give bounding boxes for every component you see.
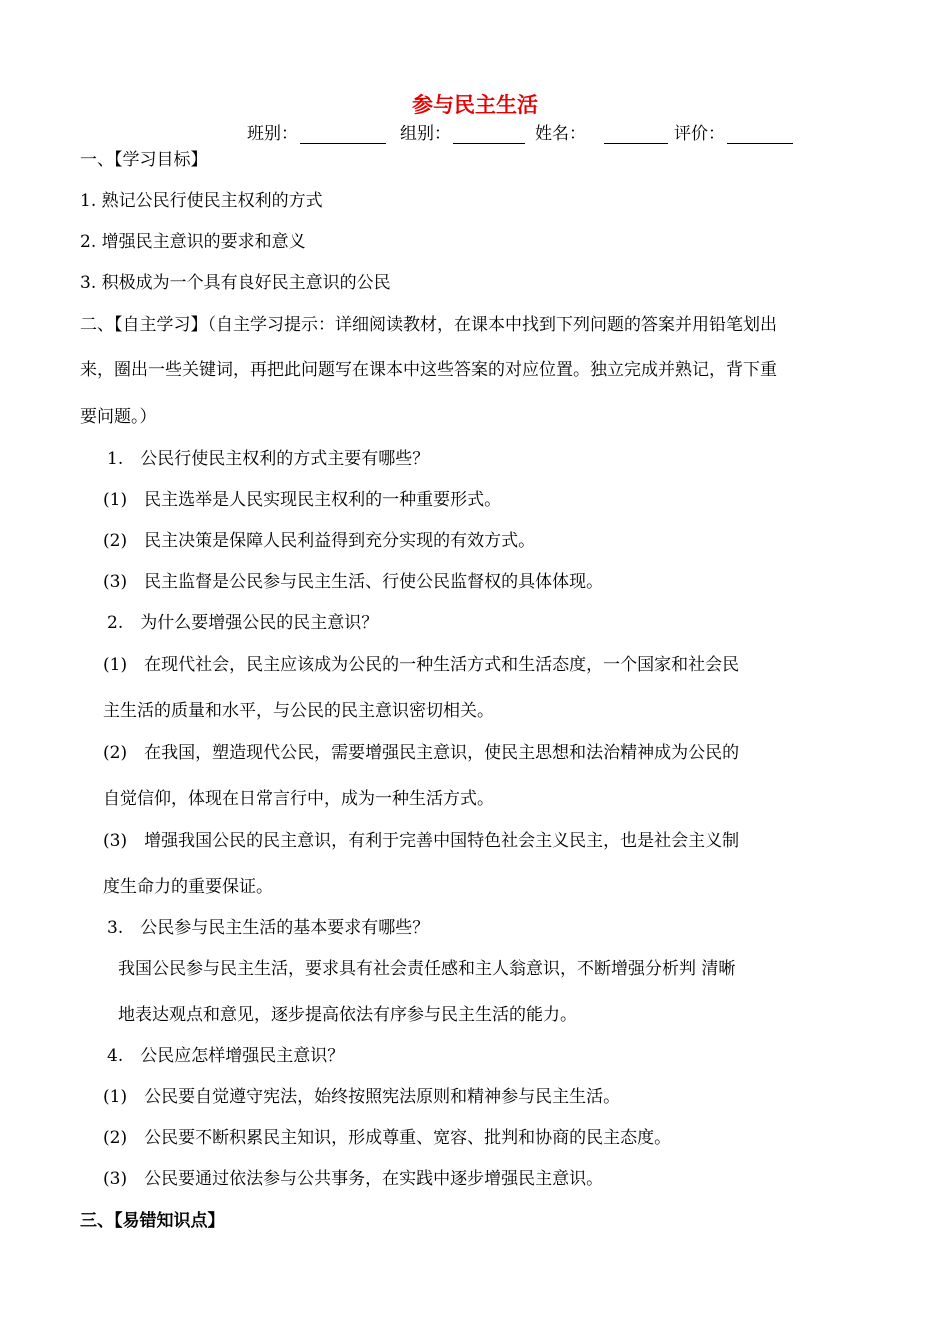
eval-blank[interactable] bbox=[727, 127, 793, 144]
question-4: 4. 公民应怎样增强民主意识？ bbox=[107, 1046, 345, 1066]
answer-item: 度生命力的重要保证。 bbox=[103, 877, 273, 897]
question-3: 3. 公民参与民主生活的基本要求有哪些？ bbox=[107, 918, 430, 938]
answer-item: 自觉信仰，体现在日常言行中，成为一种生活方式。 bbox=[103, 789, 494, 809]
goal-item: 3. 积极成为一个具有良好民主意识的公民 bbox=[80, 273, 391, 293]
section-heading-self-study: 二、【自主学习】（自主学习提示：详细阅读教材，在课本中找到下列问题的答案并用铅笔划出 bbox=[80, 315, 777, 335]
answer-item: (2) 公民要不断积累民主知识，形成尊重、宽容、批判和协商的民主态度。 bbox=[103, 1128, 672, 1148]
self-study-hint-line: 来，圈出一些关键词，再把此问题写在课本中这些答案的对应位置。独立完成并熟记，背下重 bbox=[80, 360, 777, 380]
goal-item: 1. 熟记公民行使民主权利的方式 bbox=[80, 191, 323, 211]
class-label: 班别： bbox=[247, 124, 298, 144]
self-study-hint-line: 要问题。） bbox=[80, 407, 157, 427]
goal-item: 2. 增强民主意识的要求和意义 bbox=[80, 232, 306, 252]
answer-item: (2) 在我国，塑造现代公民，需要增强民主意识，使民主思想和法治精神成为公民的 bbox=[103, 743, 740, 763]
student-info-row bbox=[247, 124, 799, 144]
question-1: 1. 公民行使民主权利的方式主要有哪些？ bbox=[107, 449, 430, 469]
answer-item: (3) 公民要通过依法参与公共事务，在实践中逐步增强民主意识。 bbox=[103, 1169, 604, 1189]
answer-item: (2) 民主决策是保障人民利益得到充分实现的有效方式。 bbox=[103, 531, 536, 551]
eval-label: 评价： bbox=[674, 124, 725, 144]
section-heading-error-prone: 三、【易错知识点】 bbox=[80, 1211, 225, 1231]
group-label: 组别： bbox=[400, 124, 451, 144]
answer-item: (1) 公民要自觉遵守宪法，始终按照宪法原则和精神参与民主生活。 bbox=[103, 1087, 621, 1107]
answer-item: 地表达观点和意见，逐步提高依法有序参与民主生活的能力。 bbox=[118, 1005, 577, 1025]
answer-item: (3) 增强我国公民的民主意识，有利于完善中国特色社会主义民主，也是社会主义制 bbox=[103, 831, 740, 851]
answer-item: 主生活的质量和水平，与公民的民主意识密切相关。 bbox=[103, 701, 494, 721]
answer-item: (1) 民主选举是人民实现民主权利的一种重要形式。 bbox=[103, 490, 502, 510]
answer-item: (1) 在现代社会，民主应该成为公民的一种生活方式和生活态度，一个国家和社会民 bbox=[103, 655, 740, 675]
group-blank[interactable] bbox=[453, 127, 525, 144]
answer-item: 我国公民参与民主生活，要求具有社会责任感和主人翁意识，不断增强分析判 清晰 bbox=[118, 959, 736, 979]
answer-item: (3) 民主监督是公民参与民主生活、行使公民监督权的具体体现。 bbox=[103, 572, 604, 592]
name-label: 姓名： bbox=[535, 124, 586, 144]
question-2: 2. 为什么要增强公民的民主意识？ bbox=[107, 613, 379, 633]
page-title: 参与民主生活 bbox=[412, 93, 538, 117]
class-blank[interactable] bbox=[300, 127, 386, 144]
section-heading-goals: 一、【学习目标】 bbox=[80, 150, 208, 170]
name-blank[interactable] bbox=[604, 127, 668, 144]
